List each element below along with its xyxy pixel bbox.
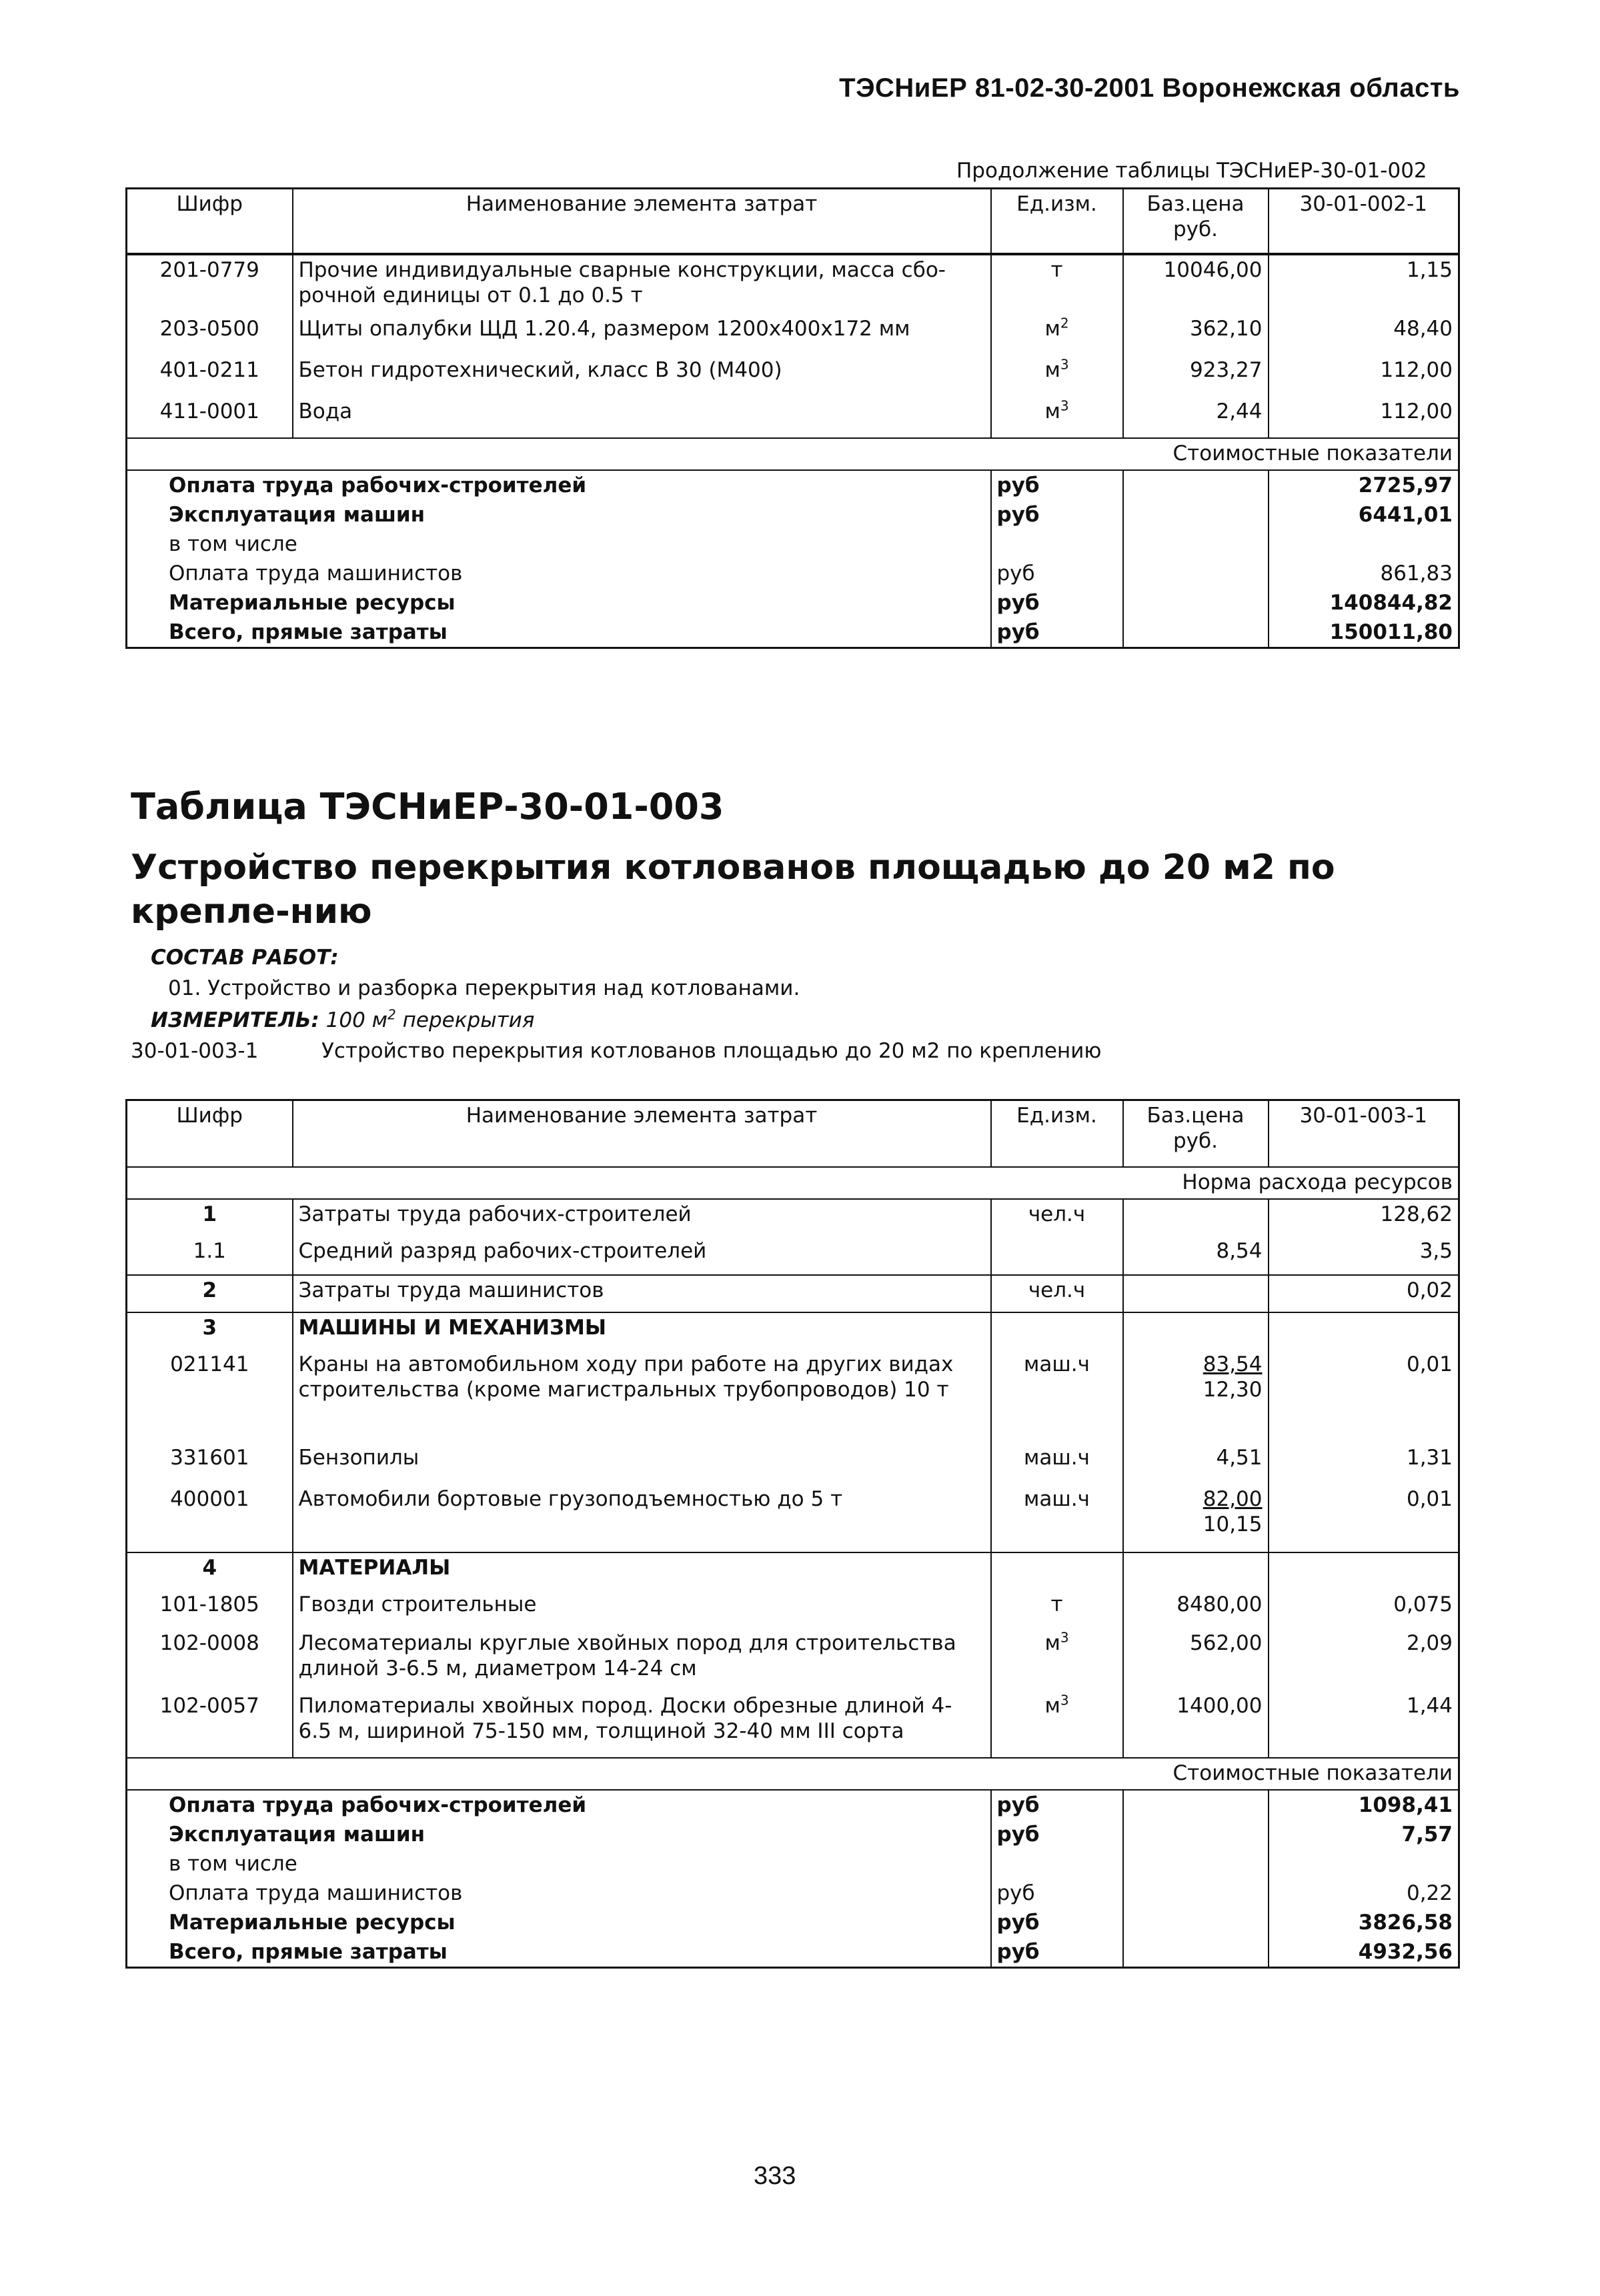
row-name: Бетон гидротехнический, класс В 30 (М400) bbox=[293, 355, 991, 397]
unit-text: м bbox=[1044, 357, 1060, 382]
row-price: 8480,00 bbox=[1123, 1590, 1269, 1628]
row-code: 400001 bbox=[127, 1484, 293, 1552]
measure-value bbox=[326, 1008, 535, 1032]
row-value: 1,44 bbox=[1269, 1691, 1459, 1758]
row-name: Прочие индивидуальные сварные конструкции, масса сбо-рочной единицы от 0.1 до 0.5 т bbox=[293, 254, 991, 314]
row-price: 8,54 bbox=[1123, 1236, 1269, 1275]
summary-value: 150011,80 bbox=[1329, 620, 1453, 644]
row-unit bbox=[991, 397, 1123, 438]
table-row bbox=[127, 1350, 1459, 1443]
work-composition-item: 01. Устройство и разборка перекрытия над котлованами. bbox=[168, 976, 800, 1000]
summary-row bbox=[127, 588, 1459, 618]
row-code: 1.1 bbox=[127, 1236, 293, 1275]
row-value: 0,01 bbox=[1269, 1350, 1459, 1443]
row-value: 128,62 bbox=[1269, 1199, 1459, 1236]
table-row bbox=[127, 397, 1459, 438]
row-code: 102-0008 bbox=[127, 1628, 293, 1691]
summary-label: Эксплуатация машин bbox=[169, 502, 426, 527]
row-unit: маш.ч bbox=[991, 1443, 1123, 1484]
summary-unit: руб bbox=[991, 1937, 1123, 1968]
header-norm: 30-01-003-1 bbox=[1269, 1100, 1459, 1167]
row-unit bbox=[991, 314, 1123, 355]
row-name: Автомобили бортовые грузоподъемностью до 5 т bbox=[293, 1484, 991, 1552]
cost-table-30-01-002 bbox=[125, 187, 1460, 649]
row-value: 2,09 bbox=[1269, 1628, 1459, 1691]
row-code: 201-0779 bbox=[127, 254, 293, 314]
header-norm: 30-01-002-1 bbox=[1269, 189, 1459, 254]
price-top: 83,54 bbox=[1203, 1352, 1263, 1376]
row-name: Щиты опалубки ЩД 1.20.4, размером 1200х400х172 мм bbox=[293, 314, 991, 355]
summary-row bbox=[127, 1908, 1459, 1937]
row-value: 112,00 bbox=[1269, 355, 1459, 397]
row-price: 10046,00 bbox=[1123, 254, 1269, 314]
row-name: МАШИНЫ И МЕХАНИЗМЫ bbox=[293, 1312, 991, 1350]
section-subtitle: Устройство перекрытия котлованов площадью до 20 м2 по крепле-нию bbox=[131, 848, 1335, 932]
row-unit bbox=[991, 1628, 1123, 1691]
row-price: 362,10 bbox=[1123, 314, 1269, 355]
page-number: 333 bbox=[754, 2162, 796, 2190]
header-price: Баз.цена руб. bbox=[1123, 189, 1269, 254]
row-price: 562,00 bbox=[1123, 1628, 1269, 1691]
table-header-row bbox=[127, 189, 1459, 254]
row-name: Бензопилы bbox=[293, 1443, 991, 1484]
summary-value: 3826,58 bbox=[1358, 1910, 1453, 1935]
summary-unit: руб bbox=[991, 1908, 1123, 1937]
row-name: МАТЕРИАЛЫ bbox=[293, 1552, 991, 1590]
row-value: 0,02 bbox=[1269, 1275, 1459, 1312]
unit-sup: 2 bbox=[1060, 315, 1069, 331]
table-row bbox=[127, 1590, 1459, 1628]
row-code: 411-0001 bbox=[127, 397, 293, 438]
row-name: Пиломатериалы хвойных пород. Доски обрезные длиной 4-6.5 м, шириной 75-150 мм, толщиной 32-40 мм III сорта bbox=[293, 1691, 991, 1758]
row-value: 0,01 bbox=[1269, 1484, 1459, 1552]
row-code: 331601 bbox=[127, 1443, 293, 1484]
measure-label: ИЗМЕРИТЕЛЬ: bbox=[151, 1008, 319, 1032]
table-row bbox=[127, 1312, 1459, 1350]
summary-value: 1098,41 bbox=[1358, 1793, 1453, 1817]
unit-sup: 3 bbox=[1060, 1629, 1069, 1646]
row-price: 1400,00 bbox=[1123, 1691, 1269, 1758]
row-price bbox=[1123, 1484, 1269, 1552]
row-code: 203-0500 bbox=[127, 314, 293, 355]
position-code: 30-01-003-1 bbox=[131, 1039, 259, 1063]
cost-indicators-row bbox=[127, 438, 1459, 470]
summary-row bbox=[127, 1849, 1459, 1879]
document-header: ТЭСНиЕР 81-02-30-2001 Воронежская область bbox=[839, 73, 1460, 103]
row-code: 021141 bbox=[127, 1350, 293, 1443]
cost-indicators-caption: Стоимостные показатели bbox=[127, 1758, 1459, 1790]
row-value: 3,5 bbox=[1269, 1236, 1459, 1275]
row-value: 1,31 bbox=[1269, 1443, 1459, 1484]
row-unit: маш.ч bbox=[991, 1484, 1123, 1552]
section-title: Таблица ТЭСНиЕР-30-01-003 bbox=[131, 786, 724, 828]
unit-text: м bbox=[1044, 1693, 1060, 1718]
summary-label: Материальные ресурсы bbox=[169, 590, 456, 615]
summary-value: 7,57 bbox=[1401, 1822, 1453, 1847]
header-price: Баз.цена руб. bbox=[1123, 1100, 1269, 1167]
row-name: Гвозди строительные bbox=[293, 1590, 991, 1628]
summary-label: Всего, прямые затраты bbox=[169, 1939, 448, 1964]
unit-sup: 3 bbox=[1060, 1692, 1069, 1708]
measure-value-sup: 2 bbox=[387, 1006, 396, 1023]
summary-value: 140844,82 bbox=[1329, 590, 1453, 615]
header-code: Шифр bbox=[127, 189, 293, 254]
row-name: Затраты труда рабочих-строителей bbox=[293, 1199, 991, 1236]
summary-unit: руб bbox=[991, 500, 1123, 529]
summary-unit: руб bbox=[991, 470, 1123, 500]
row-unit: чел.ч bbox=[991, 1275, 1123, 1312]
unit-sup: 3 bbox=[1060, 356, 1069, 373]
summary-unit: руб bbox=[991, 1879, 1123, 1908]
summary-unit: руб bbox=[991, 588, 1123, 618]
row-value: 1,15 bbox=[1269, 254, 1459, 314]
measure-value-rest: перекрытия bbox=[395, 1008, 535, 1032]
row-unit: т bbox=[991, 1590, 1123, 1628]
row-unit: маш.ч bbox=[991, 1350, 1123, 1443]
unit-text: м bbox=[1044, 1630, 1060, 1655]
table-row bbox=[127, 1275, 1459, 1312]
summary-label: Оплата труда рабочих-строителей bbox=[169, 473, 587, 497]
summary-unit: руб bbox=[991, 559, 1123, 588]
row-name: Лесоматериалы круглые хвойных пород для строительства длиной 3-6.5 м, диаметром 14-24 см bbox=[293, 1628, 991, 1691]
header-unit: Ед.изм. bbox=[991, 189, 1123, 254]
row-value: 0,075 bbox=[1269, 1590, 1459, 1628]
price-bottom: 12,30 bbox=[1203, 1377, 1263, 1402]
table-header-row bbox=[127, 1100, 1459, 1167]
summary-row bbox=[127, 500, 1459, 529]
position-name: Устройство перекрытия котлованов площадью до 20 м2 по креплению bbox=[321, 1039, 1102, 1063]
price-bottom: 10,15 bbox=[1203, 1512, 1263, 1536]
unit-text: м bbox=[1044, 316, 1060, 341]
cost-table-30-01-003 bbox=[125, 1099, 1460, 1969]
summary-label: Оплата труда машинистов bbox=[169, 1881, 463, 1905]
measure-line bbox=[151, 1008, 534, 1032]
price-top: 82,00 bbox=[1203, 1486, 1263, 1511]
norm-caption: Норма расхода ресурсов bbox=[127, 1167, 1459, 1199]
table-row bbox=[127, 355, 1459, 397]
row-name: Средний разряд рабочих-строителей bbox=[293, 1236, 991, 1275]
row-code: 102-0057 bbox=[127, 1691, 293, 1758]
table-row bbox=[127, 1552, 1459, 1590]
norm-caption-row bbox=[127, 1167, 1459, 1199]
summary-value: 0,22 bbox=[1406, 1881, 1453, 1905]
unit-sup: 3 bbox=[1060, 397, 1069, 414]
summary-label: в том числе bbox=[169, 1851, 297, 1876]
summary-label: Всего, прямые затраты bbox=[169, 620, 448, 644]
row-unit: т bbox=[991, 254, 1123, 314]
row-code: 2 bbox=[127, 1275, 293, 1312]
header-unit: Ед.изм. bbox=[991, 1100, 1123, 1167]
row-code: 1 bbox=[127, 1199, 293, 1236]
work-composition-label: СОСТАВ РАБОТ: bbox=[151, 946, 339, 970]
table-row bbox=[127, 1236, 1459, 1275]
summary-row bbox=[127, 1790, 1459, 1820]
cost-indicators-row bbox=[127, 1758, 1459, 1790]
summary-unit: руб bbox=[991, 618, 1123, 648]
row-name: Краны на автомобильном ходу при работе на других видах строительства (кроме магистральных трубопроводов) 10 т bbox=[293, 1350, 991, 1443]
table-row bbox=[127, 1691, 1459, 1758]
row-price: 923,27 bbox=[1123, 355, 1269, 397]
summary-value: 2725,97 bbox=[1358, 473, 1453, 497]
summary-label: Оплата труда машинистов bbox=[169, 561, 463, 586]
summary-row bbox=[127, 529, 1459, 559]
summary-row bbox=[127, 1937, 1459, 1968]
summary-row bbox=[127, 618, 1459, 648]
table-row bbox=[127, 314, 1459, 355]
summary-row bbox=[127, 1820, 1459, 1849]
summary-unit: руб bbox=[991, 1790, 1123, 1820]
row-name: Затраты труда машинистов bbox=[293, 1275, 991, 1312]
row-code: 401-0211 bbox=[127, 355, 293, 397]
header-name: Наименование элемента затрат bbox=[293, 189, 991, 254]
summary-label: Эксплуатация машин bbox=[169, 1822, 426, 1847]
row-unit: чел.ч bbox=[991, 1199, 1123, 1236]
table-continuation-caption: Продолжение таблицы ТЭСНиЕР-30-01-002 bbox=[956, 159, 1427, 183]
cost-indicators-caption: Стоимостные показатели bbox=[127, 438, 1459, 470]
summary-label: Оплата труда рабочих-строителей bbox=[169, 1793, 587, 1817]
header-code: Шифр bbox=[127, 1100, 293, 1167]
table-row bbox=[127, 1484, 1459, 1552]
row-unit bbox=[991, 355, 1123, 397]
row-code: 101-1805 bbox=[127, 1590, 293, 1628]
unit-text: м bbox=[1044, 399, 1060, 423]
table-row bbox=[127, 254, 1459, 314]
row-value: 48,40 bbox=[1269, 314, 1459, 355]
row-name: Вода bbox=[293, 397, 991, 438]
row-code: 4 bbox=[127, 1552, 293, 1590]
summary-row bbox=[127, 470, 1459, 500]
summary-row bbox=[127, 1879, 1459, 1908]
row-unit bbox=[991, 1691, 1123, 1758]
summary-label: Материальные ресурсы bbox=[169, 1910, 456, 1935]
summary-unit: руб bbox=[991, 1820, 1123, 1849]
row-value: 112,00 bbox=[1269, 397, 1459, 438]
summary-label: в том числе bbox=[169, 531, 297, 556]
summary-row bbox=[127, 559, 1459, 588]
summary-value: 861,83 bbox=[1380, 561, 1453, 586]
row-price bbox=[1123, 1350, 1269, 1443]
table-row bbox=[127, 1443, 1459, 1484]
summary-value: 4932,56 bbox=[1358, 1939, 1453, 1964]
row-price: 4,51 bbox=[1123, 1443, 1269, 1484]
table-row bbox=[127, 1199, 1459, 1236]
row-code: 3 bbox=[127, 1312, 293, 1350]
measure-value-main: 100 м bbox=[325, 1008, 388, 1032]
row-price: 2,44 bbox=[1123, 397, 1269, 438]
header-name: Наименование элемента затрат bbox=[293, 1100, 991, 1167]
summary-value: 6441,01 bbox=[1358, 502, 1453, 527]
table-row bbox=[127, 1628, 1459, 1691]
